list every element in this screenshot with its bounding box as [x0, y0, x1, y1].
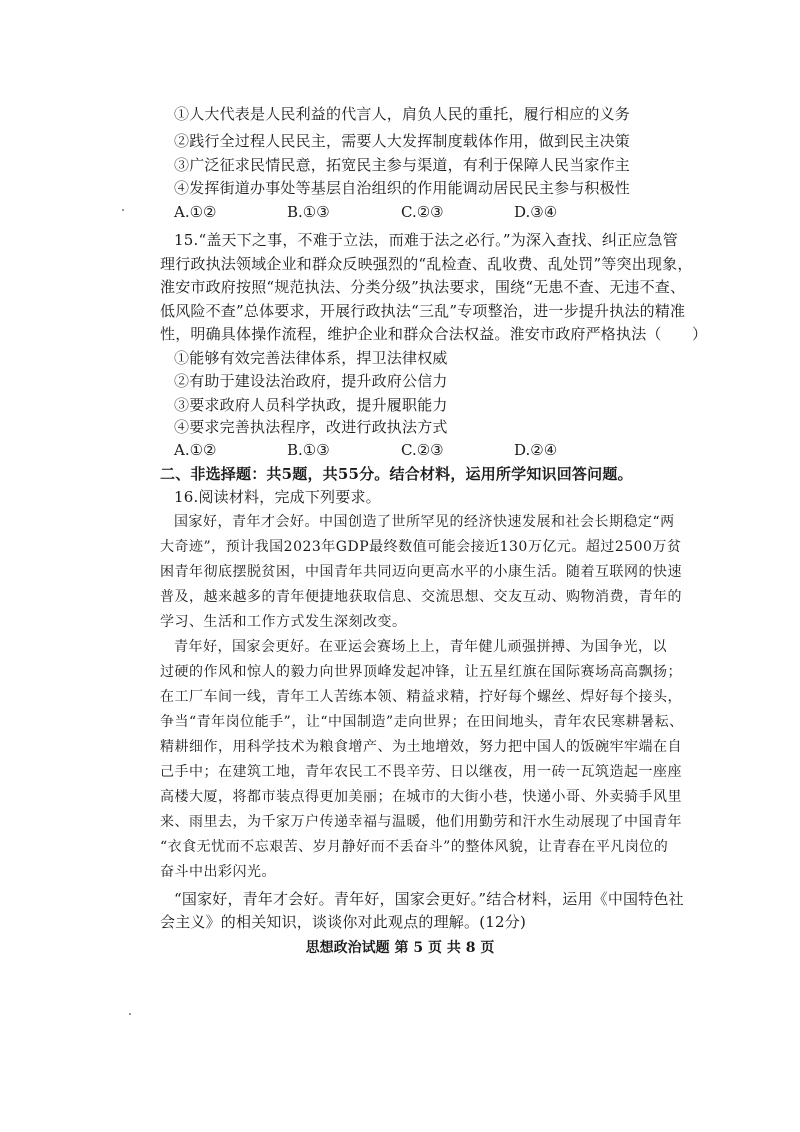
q14-option-1: ①人大代表是人民利益的代言人，肩负人民的重托，履行相应的义务 [174, 105, 631, 123]
scan-speck [129, 1013, 131, 1015]
q14-choice-d: D.③④ [514, 203, 558, 221]
q15-choice-c: C.②③ [401, 441, 444, 459]
q16-intro: 16.阅读材料，完成下列要求。 [174, 488, 381, 506]
q15-option-1: ①能够有效完善法律体系，捍卫法律权威 [174, 349, 448, 367]
q15-choice-b: B.①③ [287, 441, 330, 459]
q15-choice-d: D.②④ [514, 441, 558, 459]
q16-question-line: 会主义》的相关知识，谈谈你对此观点的理解。(12分) [160, 913, 526, 931]
q16-para1-line: 普及，越来越多的青年便捷地获取信息、交流思想、交友互动、购物消费，青年的 [160, 589, 682, 605]
q16-para2-line: 青年好，国家会更好。在亚运会赛场上上，青年健儿顽强拼搏、为国争光，以 [174, 639, 667, 655]
q14-option-2: ②践行全过程人民民主，需要人大发挥制度载体作用，做到民主决策 [174, 132, 631, 150]
q14-choice-a: A.①② [174, 203, 217, 221]
q16-para2-line: 来、雨里去，为千家万户传递幸福与温暖，他们用勤劳和汗水生动展现了中国青年 [160, 814, 682, 830]
q16-para2-line: 在工厂车间一线，青年工人苦练本领、精益求精，拧好每个螺丝、焊好每个接头， [160, 689, 682, 705]
q15-stem-line: 低风险不查”总体要求，开展行政执法“三乱”专项整治，进一步提升执法的精准 [160, 302, 686, 320]
q16-para2-line: 争当“青年岗位能手”，让“中国制造”走向世界；在田间地头，青年农民寒耕暑耘、 [160, 714, 684, 730]
q15-option-3: ③要求政府人员科学执政，提升履职能力 [174, 396, 448, 414]
q15-choice-a: A.①② [174, 441, 217, 459]
q15-stem-line: 性，明确具体操作流程，维护企业和群众合法权益。淮安市政府严格执法（ ） [160, 325, 708, 343]
q15-stem-line: 15.“盖天下之事，不难于立法，而难于法之必行。”为深入查找、纠正应急管 [174, 231, 678, 249]
q16-para2-line: 过硬的作风和惊人的毅力向世界顶峰发起冲锋，让五星红旗在国际赛场高高飘扬； [160, 664, 682, 680]
q15-option-4: ④要求完善执法程序，改进行政执法方式 [174, 418, 448, 436]
q14-option-4: ④发挥街道办事处等基层自治组织的作用能调动居民民主参与积极性 [174, 179, 631, 197]
q16-para1-line: 学习、生活和工作方式发生深刻改变。 [160, 614, 407, 630]
q16-para1-line: 国家好，青年才会好。中国创造了世所罕见的经济快速发展和社会长期稳定“两 [174, 514, 675, 530]
q16-question-line: “国家好，青年才会好。青年好，国家会更好。”结合材料，运用《中国特色社 [174, 890, 684, 908]
q14-choice-b: B.①③ [287, 203, 330, 221]
q16-para1-line: 困青年彻底摆脱贫困，中国青年共同迈向更高水平的小康生活。随着互联网的快速 [160, 564, 682, 580]
q16-para2-line: 奋斗中出彩闪光。 [160, 864, 276, 880]
page-footer: 思想政治试题 第 5 页 共 8 页 [305, 940, 495, 956]
q16-para2-line: 精耕细作，用科学技术为粮食增产、为土地增效，努力把中国人的饭碗牢牢端在自 [160, 739, 682, 755]
q16-para2-line: 己手中；在建筑工地，青年农民工不畏辛劳、日以继夜，用一砖一瓦筑造起一座座 [160, 764, 682, 780]
q14-option-3: ③广泛征求民情民意，拓宽民主参与渠道，有利于保障人民当家作主 [174, 156, 631, 174]
q15-stem-line: 淮安市政府按照“规范执法、分类分级”执法要求，围绕“无患不查、无违不查、 [160, 278, 686, 296]
q16-para2-line: “衣食无忧而不忘艰苦、岁月静好而不丢奋斗”的整体风貌，让青春在平凡岗位的 [160, 839, 669, 855]
scan-speck [122, 209, 124, 211]
q15-option-2: ②有助于建设法治政府，提升政府公信力 [174, 372, 448, 390]
section2-heading: 二、非选择题：共5题，共55分。结合材料，运用所学知识回答问题。 [160, 465, 633, 483]
q16-para2-line: 高楼大厦，将都市装点得更加美丽；在城市的大街小巷，快递小哥、外卖骑手风里 [160, 789, 682, 805]
q16-para1-line: 大奇迹”，预计我国2023年GDP最终数值可能会接近130万亿元。超过2500万贫 [160, 539, 682, 555]
q15-stem-line: 理行政执法领域企业和群众反映强烈的“乱检查、乱收费、乱处罚”等突出现象， [160, 255, 693, 273]
q14-choice-c: C.②③ [401, 203, 444, 221]
